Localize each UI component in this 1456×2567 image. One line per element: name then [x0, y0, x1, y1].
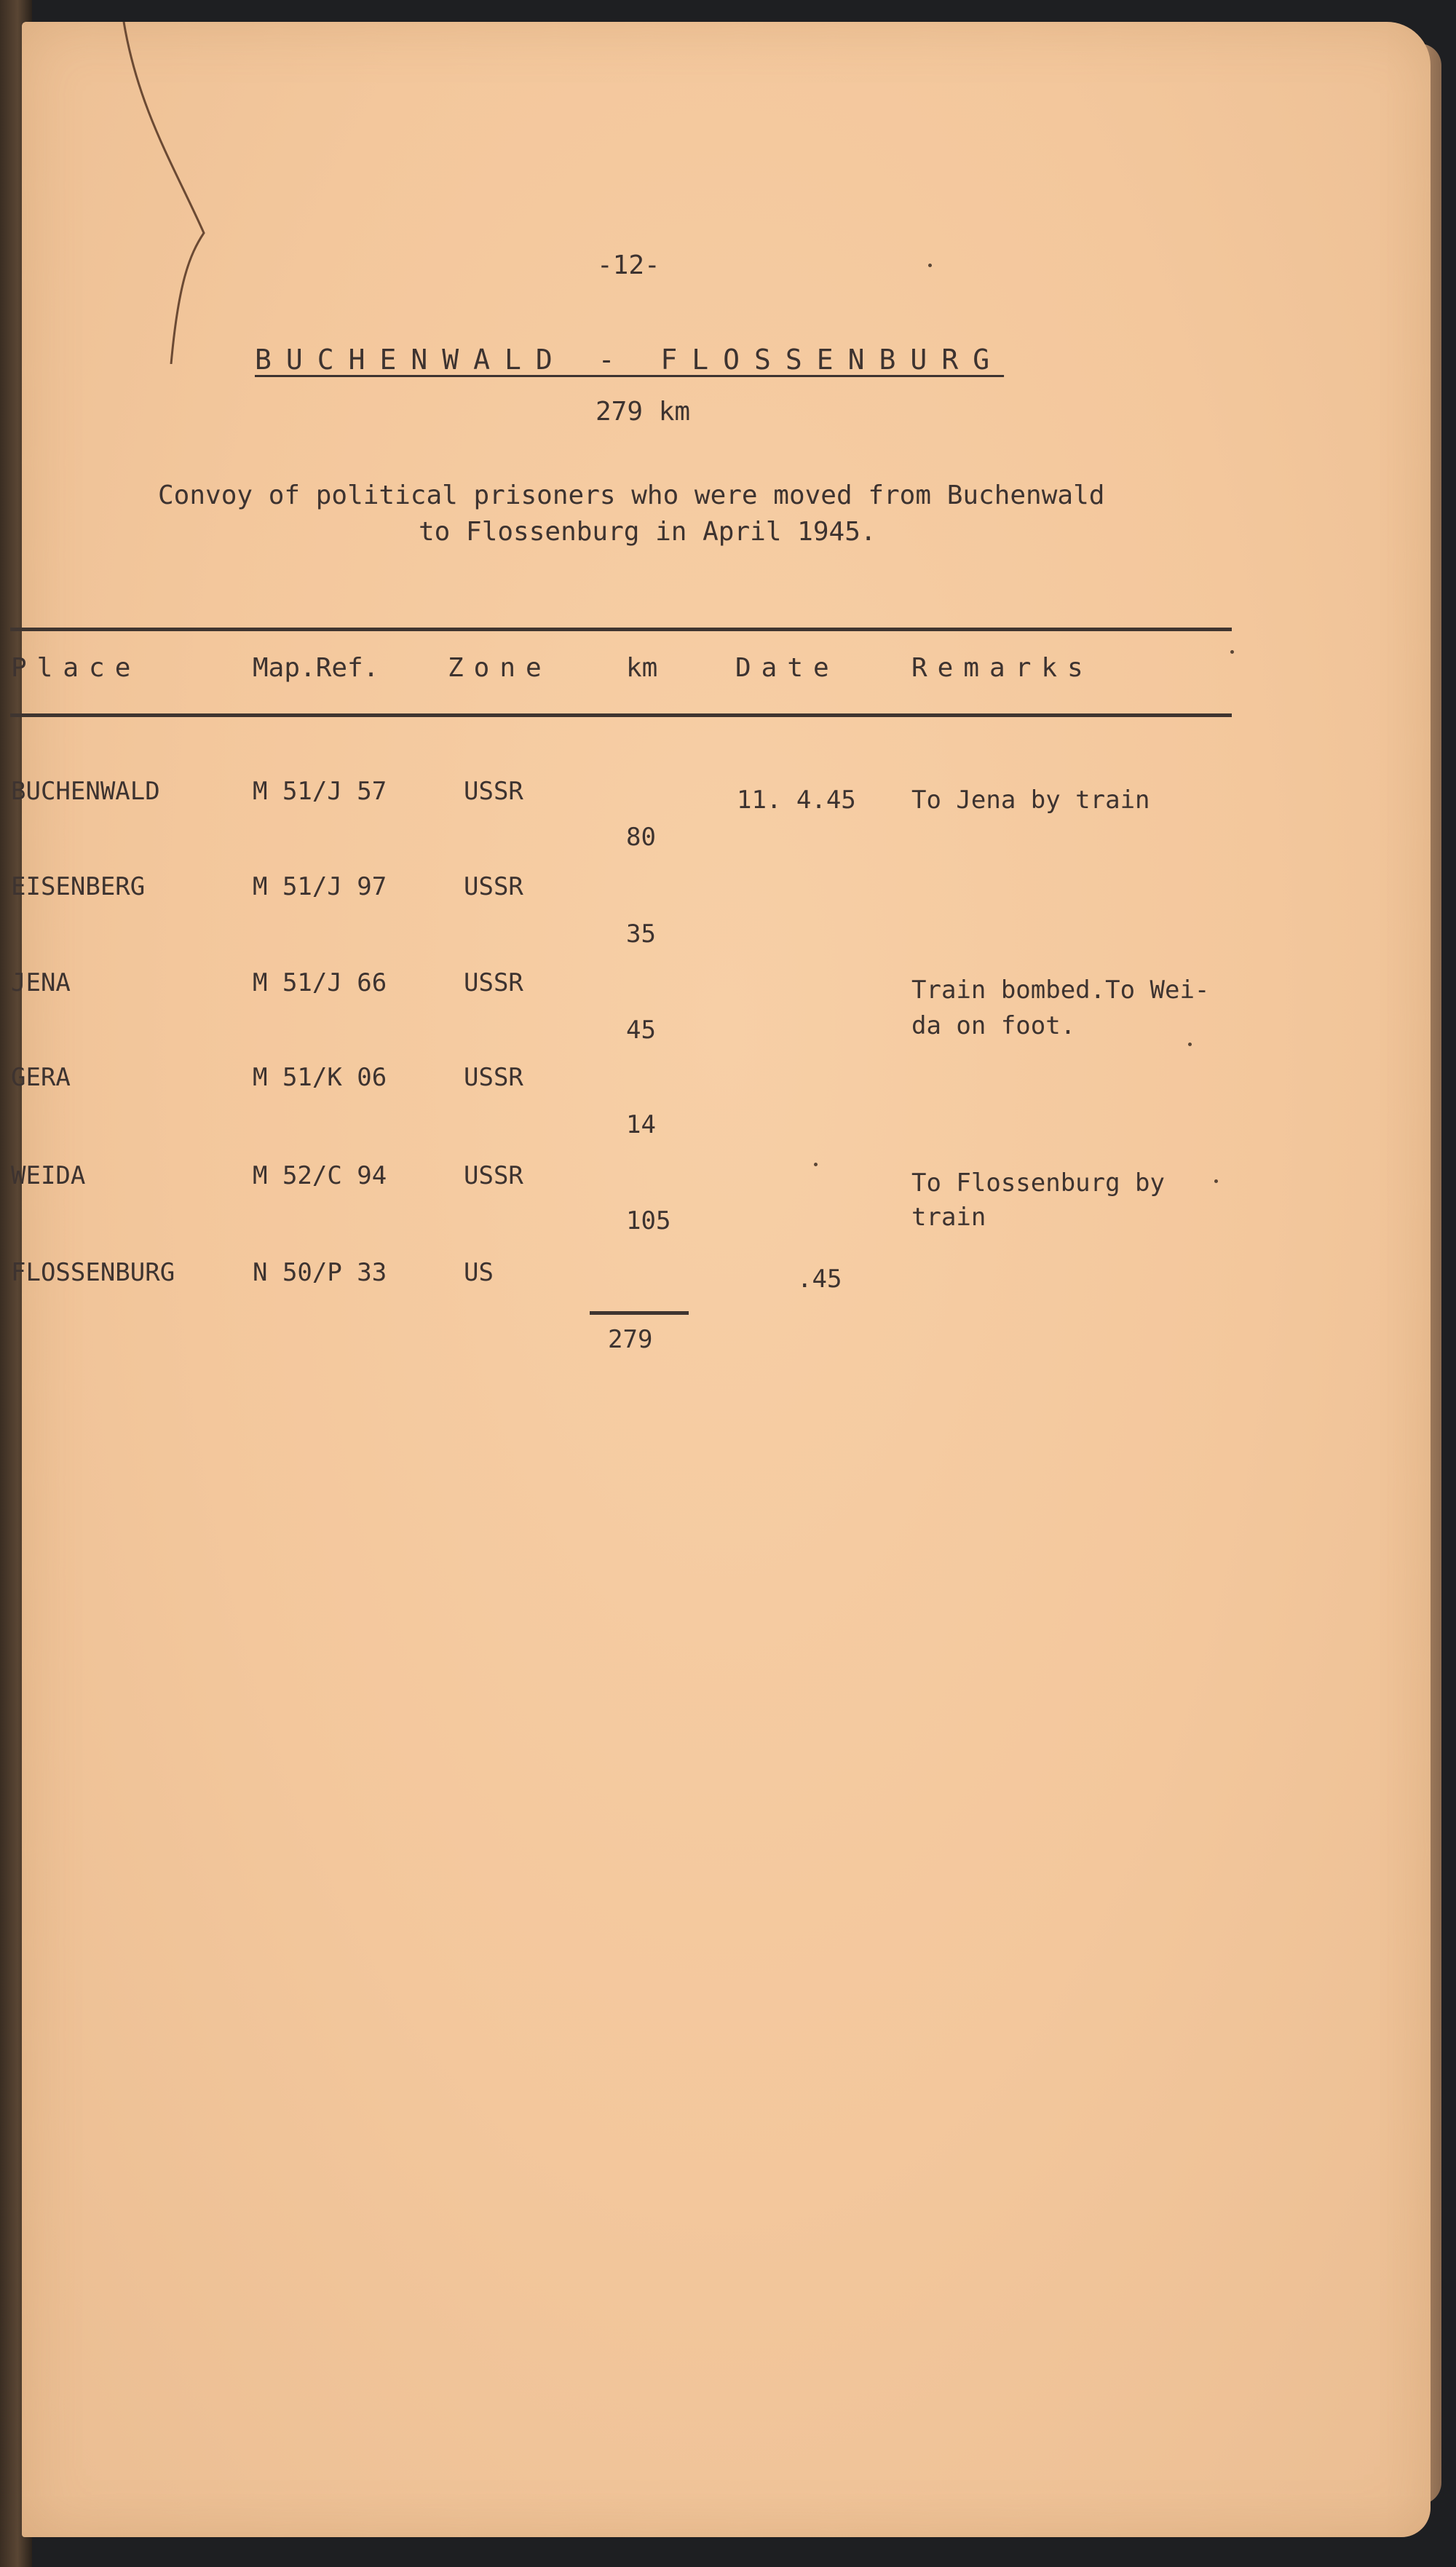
segment-km: 14 — [626, 1110, 656, 1139]
header-map-ref: Map.Ref. — [253, 653, 379, 683]
cell-remarks: To Flossenburg by — [911, 1168, 1165, 1198]
total-km: 279 — [608, 1325, 653, 1354]
cell-place: BUCHENWALD — [11, 777, 160, 806]
cell-place: JENA — [11, 968, 71, 997]
cell-date: 11. 4.45 — [737, 786, 856, 815]
segment-km: 80 — [626, 823, 656, 852]
document-page — [22, 22, 1431, 2537]
segment-km: 35 — [626, 919, 656, 949]
ink-speck — [1188, 1043, 1192, 1046]
cell-remarks: Train bombed.To Wei- — [911, 976, 1210, 1005]
header-zone: Zone — [448, 653, 552, 683]
segment-km: 105 — [626, 1206, 671, 1235]
description-line-2: to Flossenburg in April 1945. — [419, 517, 877, 547]
cell-map-ref: M 51/J 97 — [253, 872, 387, 901]
header-remarks: Remarks — [911, 653, 1093, 683]
cell-map-ref: N 50/P 33 — [253, 1258, 387, 1287]
cell-remarks-continued: da on foot. — [911, 1011, 1076, 1040]
ink-speck — [1214, 1179, 1218, 1183]
cell-map-ref: M 52/C 94 — [253, 1161, 387, 1190]
header-km: km — [626, 653, 658, 683]
segment-km: 45 — [626, 1016, 656, 1045]
cell-zone: USSR — [464, 777, 523, 806]
ink-speck — [1230, 650, 1234, 654]
cell-zone: USSR — [464, 968, 523, 997]
description-line-1: Convoy of political prisoners who were moved from Buchenwald — [158, 480, 1105, 510]
table-header-rule — [10, 713, 1232, 717]
cell-place: WEIDA — [11, 1161, 86, 1190]
cell-remarks: To Jena by train — [911, 786, 1150, 815]
total-distance: 279 km — [596, 397, 691, 427]
cell-remarks-continued: train — [911, 1203, 986, 1232]
table-top-rule — [10, 628, 1232, 631]
header-place: Place — [11, 653, 141, 683]
cell-zone: USSR — [464, 872, 523, 901]
cell-place: EISENBERG — [11, 872, 146, 901]
cell-zone: US — [464, 1258, 494, 1287]
cell-zone: USSR — [464, 1161, 523, 1190]
cell-place: FLOSSENBURG — [11, 1258, 175, 1287]
ink-speck — [814, 1163, 818, 1166]
total-rule — [590, 1311, 689, 1315]
cell-zone: USSR — [464, 1063, 523, 1092]
cell-date: .45 — [797, 1265, 842, 1294]
ink-speck — [928, 264, 932, 267]
cell-map-ref: M 51/J 66 — [253, 968, 387, 997]
document-title: BUCHENWALD - FLOSSENBURG — [255, 344, 1005, 376]
page-number: -12- — [597, 250, 660, 280]
cell-map-ref: M 51/J 57 — [253, 777, 387, 806]
cell-place: GERA — [11, 1063, 71, 1092]
header-date: Date — [735, 653, 839, 683]
cell-map-ref: M 51/K 06 — [253, 1063, 387, 1092]
